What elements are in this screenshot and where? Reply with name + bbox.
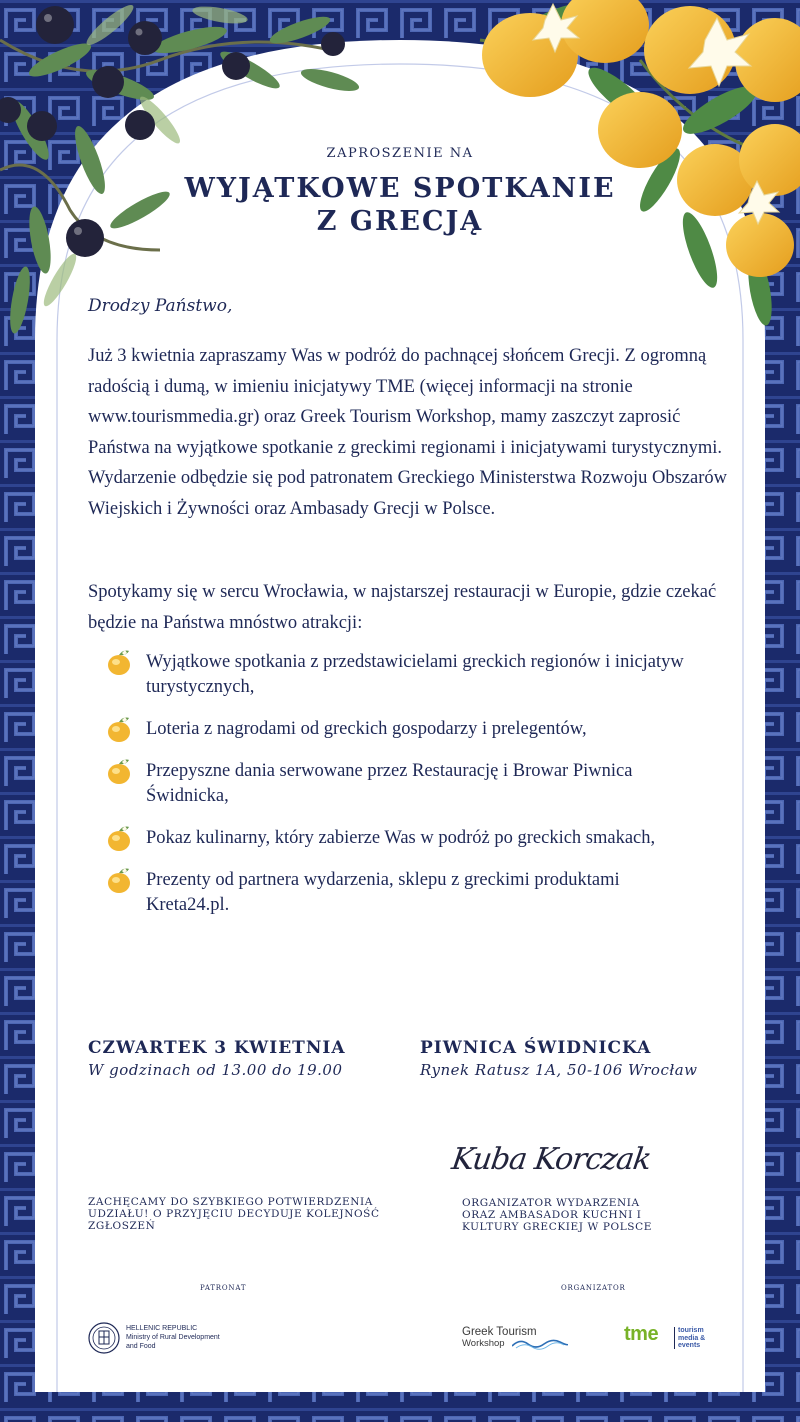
- hellenic-line-1: HELLENIC REPUBLIC: [126, 1325, 198, 1332]
- attraction-text: Przepyszne dania serwowane przez Restaurację i Browar Piwnica Świdnicka,: [146, 761, 633, 806]
- invitation-eyebrow: ZAPROSZENIE NA: [326, 146, 474, 161]
- page-title: [0, 172, 800, 238]
- attraction-text: Prezenty od partnera wydarzenia, sklepu z greckimi produktami Kreta24.pl.: [146, 870, 620, 915]
- greek-tourism-workshop-logo: [462, 1326, 572, 1349]
- venue-paragraph: Spotykamy się w sercu Wrocławia, w najstarszej restauracji w Europie, gdzie czekać będzie na Państwa mnóstwo atrakcji:: [88, 582, 717, 633]
- tme-logo: [624, 1325, 719, 1351]
- title-line-2: Z GRECJĄ: [316, 206, 484, 237]
- list-item: [104, 759, 684, 809]
- lemon-bullet-icon: [104, 758, 134, 786]
- attraction-text: Pokaz kulinarny, który zabierze Was w podróż po greckich smakach,: [146, 828, 656, 848]
- greek-coat-of-arms-icon: [88, 1322, 120, 1354]
- gtw-line-1: Greek Tourism: [462, 1326, 537, 1338]
- attraction-text: Wyjątkowe spotkania z przedstawicielami greckich regionów i inicjatyw turystycznych,: [146, 652, 684, 697]
- date-heading: CZWARTEK 3 KWIETNIA: [88, 1038, 346, 1058]
- attractions-list: [104, 650, 684, 935]
- hellenic-line-3: and Food: [126, 1343, 156, 1350]
- patronat-label: PATRONAT: [200, 1284, 247, 1292]
- organizator-label: ORGANIZATOR: [561, 1284, 626, 1292]
- attraction-text: Loteria z nagrodami od greckich gospodarzy i prelegentów,: [146, 719, 587, 739]
- title-line-1: WYJĄTKOWE SPOTKANIE: [184, 173, 616, 204]
- organizer-role: ORGANIZATOR WYDARZENIA ORAZ AMBASADOR KUCHNI I KULTURY GRECKIEJ W POLSCE: [462, 1197, 653, 1233]
- list-item: [104, 868, 684, 918]
- list-item: [104, 717, 684, 742]
- tme-line-1: tourism: [678, 1327, 704, 1334]
- list-item: [104, 650, 684, 700]
- list-item: [104, 826, 684, 851]
- rsvp-notice: ZACHĘCAMY DO SZYBKIEGO POTWIERDZENIA UDZIAŁU! O PRZYJĘCIU DECYDUJE KOLEJNOŚĆ ZGŁOSZEŃ: [88, 1196, 380, 1232]
- date-block: [88, 1038, 346, 1079]
- tme-line-3: events: [678, 1342, 701, 1349]
- venue-heading: PIWNICA ŚWIDNICKA: [420, 1038, 652, 1058]
- signature: Kuba Korczak: [449, 1142, 653, 1177]
- venue-address: Rynek Ratusz 1A, 50-106 Wrocław: [420, 1061, 698, 1079]
- wave-icon: [512, 1338, 568, 1350]
- date-hours: W godzinach od 13.00 do 19.00: [88, 1061, 343, 1079]
- intro-paragraph: Już 3 kwietnia zapraszamy Was w podróż do pachnącej słońcem Grecji. Z ogromną radością i dumą, w imieniu inicjatywy TME (więcej informacji na stronie www.tourismmedia.gr) oraz Greek Tourism Workshop, mamy zaszczyt zaprosić Państwa na wyjątkowe spotkanie z greckimi regionami i inicjatywami turystycznymi. Wydarzenie odbędzie się pod patronatem Greckiego Ministerstwa Rozwoju Obszarów Wiejskich i Żywności oraz Ambasady Grecji w Polsce.: [88, 346, 727, 519]
- venue-block: [420, 1038, 698, 1079]
- lemon-bullet-icon: [104, 716, 134, 744]
- tme-wordmark: tme: [624, 1323, 659, 1345]
- lemon-bullet-icon: [104, 825, 134, 853]
- greeting: Drodzy Państwo,: [88, 296, 233, 316]
- tme-line-2: media &: [678, 1334, 706, 1342]
- gtw-line-2: Workshop: [462, 1338, 505, 1349]
- hellenic-line-2: Ministry of Rural Development: [126, 1334, 220, 1341]
- hellenic-ministry-logo: [88, 1322, 238, 1356]
- lemon-bullet-icon: [104, 867, 134, 895]
- lemon-bullet-icon: [104, 649, 134, 677]
